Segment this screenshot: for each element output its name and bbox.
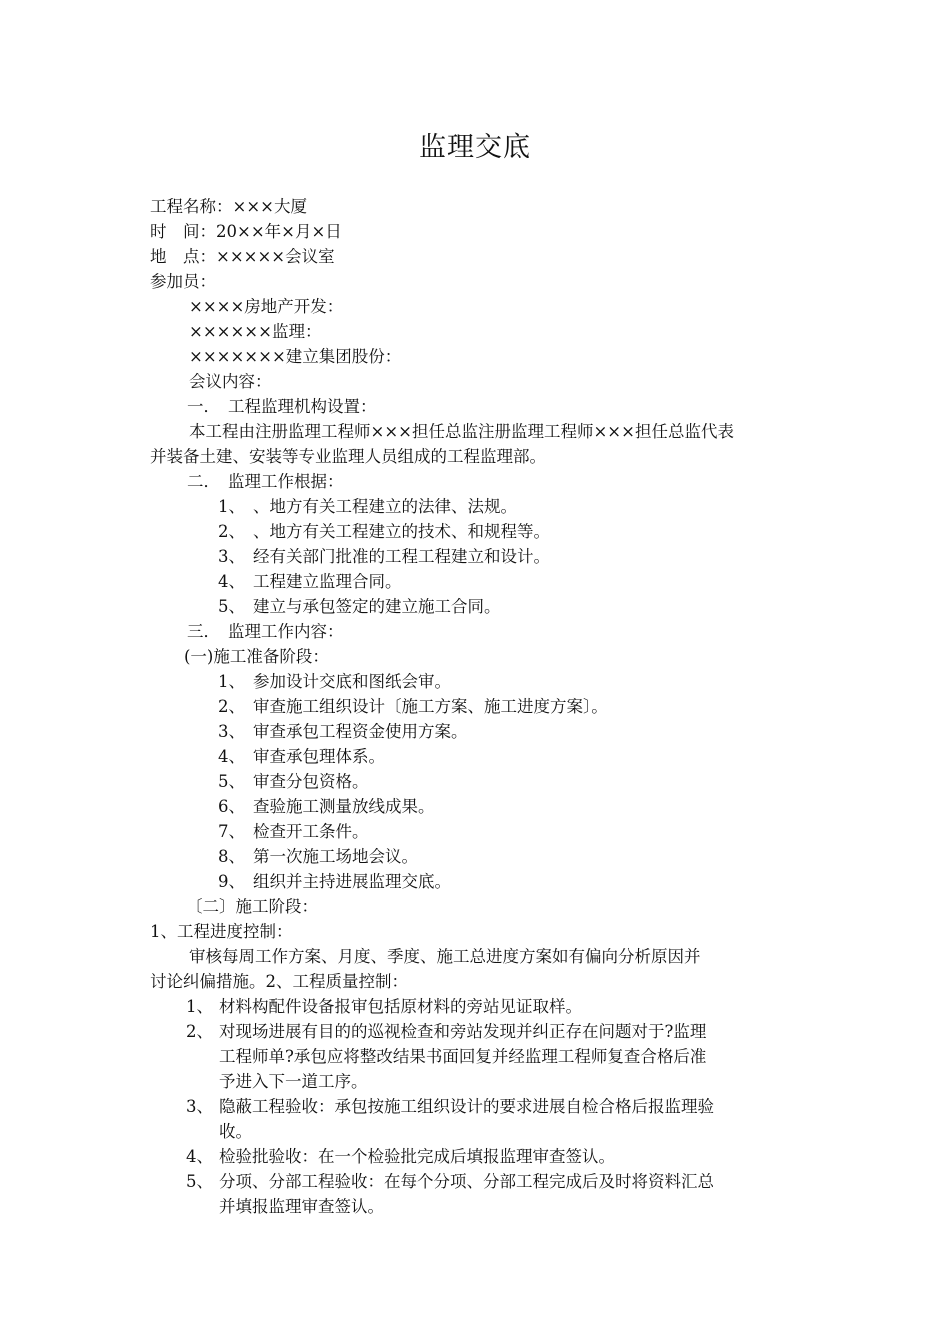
section-number: 三． [187, 622, 220, 641]
list-item-number: 1、 [218, 497, 245, 516]
list-item-text: 予进入下一道工序。 [219, 1072, 368, 1091]
document-title: 监理交底 [419, 132, 531, 163]
list-item-text: 参加设计交底和图纸会审。 [253, 672, 451, 691]
list-item-number: 2、 [218, 697, 245, 716]
list-item-text: 审查承包理体系。 [253, 747, 385, 766]
list-item-number: 1、 [218, 672, 245, 691]
list-item [218, 520, 550, 544]
meeting-content-label: 会议内容： [189, 372, 272, 391]
meeting-time: 时 间：20××年×月×日 [150, 222, 342, 241]
list-item-number: 3、 [218, 547, 245, 566]
subsection-heading: 〔二〕施工阶段： [186, 897, 318, 916]
list-item [218, 695, 608, 719]
list-item [218, 820, 369, 844]
list-item-number: 1、 [186, 997, 213, 1016]
list-item-text: 收。 [219, 1122, 252, 1141]
participant-supervisor: ××××××监理： [189, 322, 322, 341]
list-item-text: 检验批验收：在一个检验批完成后填报监理审查签认。 [219, 1147, 615, 1166]
list-item [218, 870, 451, 894]
list-item-number: 4、 [186, 1147, 213, 1166]
list-item-number: 5、 [218, 597, 245, 616]
list-item-number: 6、 [218, 797, 245, 816]
progress-control-heading: 1、工程进度控制： [150, 922, 293, 941]
participant-contractor: ×××××××建立集团股份： [189, 347, 402, 366]
list-item-number: 7、 [218, 822, 245, 841]
participant-developer: ××××房地产开发： [189, 297, 344, 316]
list-item-text: 审查承包工程资金使用方案。 [253, 722, 468, 741]
list-item-number: 8、 [218, 847, 245, 866]
list-item-number: 9、 [218, 872, 245, 891]
project-name: 工程名称：×××大厦 [150, 197, 307, 216]
subsection-heading: (一)施工准备阶段： [184, 647, 329, 666]
list-item-text: 经有关部门批准的工程工程建立和设计。 [253, 547, 550, 566]
section-title: 监理工作根据： [228, 472, 344, 491]
list-item-number: 4、 [218, 747, 245, 766]
list-item-text: 材料构配件设备报审包括原材料的旁站见证取样。 [219, 997, 582, 1016]
list-item [218, 720, 468, 744]
section-number: 二． [187, 472, 220, 491]
list-item-number: 5、 [186, 1172, 213, 1191]
list-item-text: 审查分包资格。 [253, 772, 369, 791]
list-item [218, 845, 418, 869]
list-item-text: 、地方有关工程建立的法律、法规。 [253, 497, 517, 516]
section-number: 一． [187, 397, 220, 416]
section-2-heading [187, 470, 344, 494]
list-item [218, 745, 385, 769]
list-item [218, 795, 435, 819]
list-item-number: 2、 [186, 1022, 213, 1041]
list-item-text: 检查开工条件。 [253, 822, 369, 841]
list-item-number: 3、 [186, 1097, 213, 1116]
list-item [218, 595, 501, 619]
list-item-number: 2、 [218, 522, 245, 541]
list-item-text: 查验施工测量放线成果。 [253, 797, 435, 816]
section-1-paragraph-line: 本工程由注册监理工程师×××担任总监注册监理工程师×××担任总监代表 [189, 422, 734, 441]
list-item-number: 5、 [218, 772, 245, 791]
list-item-text: 对现场进展有目的的巡视检查和旁站发现并纠正存在问题对于?监理 [219, 1022, 707, 1041]
list-item [218, 545, 550, 569]
section-1-paragraph-line: 并装备土建、安装等专业监理人员组成的工程监理部。 [150, 447, 546, 466]
progress-paragraph-line: 审核每周工作方案、月度、季度、施工总进度方案如有偏向分析原因并 [189, 947, 701, 966]
list-item-number: 4、 [218, 572, 245, 591]
list-item-text: 审查施工组织设计〔施工方案、施工进度方案〕。 [253, 697, 608, 716]
list-item-number: 3、 [218, 722, 245, 741]
list-item [218, 495, 517, 519]
section-title: 工程监理机构设置： [228, 397, 377, 416]
list-item-text: 工程建立监理合同。 [253, 572, 402, 591]
list-item-text: 隐蔽工程验收：承包按施工组织设计的要求进展自检合格后报监理验 [219, 1097, 714, 1116]
section-title: 监理工作内容： [228, 622, 344, 641]
list-item-text: 建立与承包签定的建立施工合同。 [253, 597, 501, 616]
list-item-text: 工程师单?承包应将整改结果书面回复并经监理工程师复查合格后准 [219, 1047, 707, 1066]
section-1-heading [187, 395, 377, 419]
list-item-text: 第一次施工场地会议。 [253, 847, 418, 866]
progress-paragraph-line: 讨论纠偏措施。2、工程质量控制： [150, 972, 408, 991]
list-item-text: 、地方有关工程建立的技术、和规程等。 [253, 522, 550, 541]
list-item-text: 组织并主持进展监理交底。 [253, 872, 451, 891]
list-item [218, 570, 402, 594]
participants-label: 参加员： [150, 272, 216, 291]
meeting-place: 地 点：×××××会议室 [150, 247, 335, 266]
list-item-text: 并填报监理审查签认。 [219, 1197, 384, 1216]
list-item [218, 670, 451, 694]
list-item-text: 分项、分部工程验收：在每个分项、分部工程完成后及时将资料汇总 [219, 1172, 714, 1191]
list-item [218, 770, 369, 794]
section-3-heading [187, 620, 344, 644]
